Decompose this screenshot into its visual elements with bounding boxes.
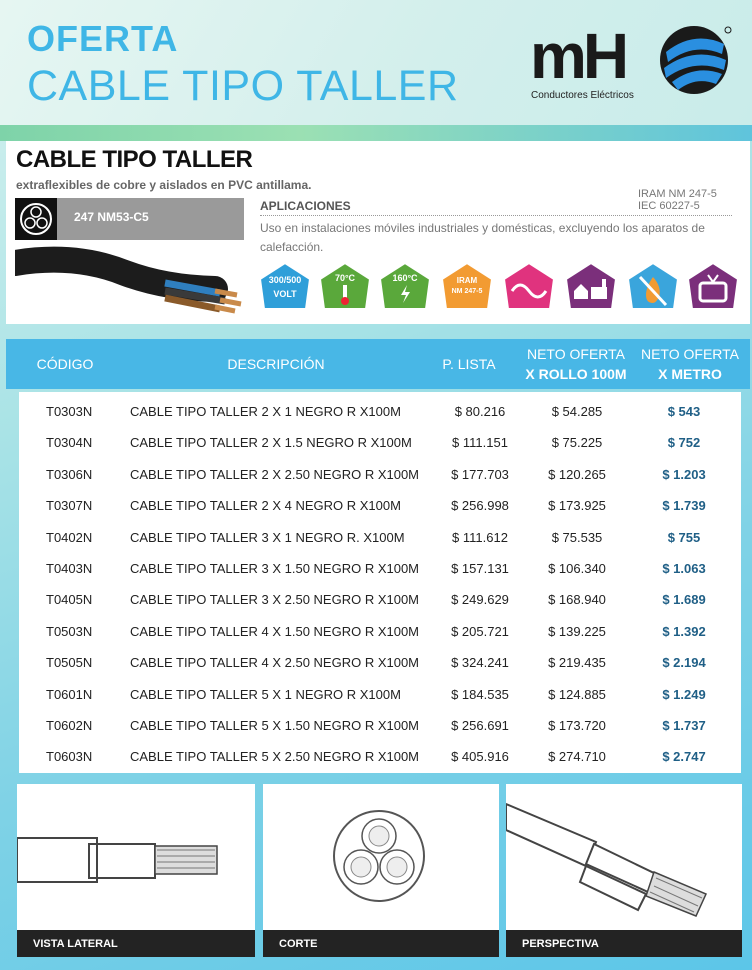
iram-badge: [440, 261, 494, 315]
norm-iec: IEC 60227-5: [638, 200, 700, 212]
row-price-metro: $ 1.063: [662, 561, 706, 576]
row-description: CABLE TIPO TALLER 3 X 1.50 NEGRO R X100M: [130, 561, 420, 576]
product-code-bar: [15, 198, 244, 240]
table-row: [19, 396, 741, 427]
house-factory-icon: [564, 261, 618, 315]
row-code: T0602N: [46, 718, 93, 733]
row-description: CABLE TIPO TALLER 5 X 1.50 NEGRO R X100M: [130, 718, 420, 733]
table-row: [19, 459, 741, 490]
row-description: CABLE TIPO TALLER 4 X 1.50 NEGRO R X100M: [130, 623, 420, 639]
row-price-metro: $ 2.194: [662, 655, 706, 671]
product-description: extraflexibles de cobre y aislados en PVC antillama.: [16, 178, 312, 192]
lateral-view-drawing: [17, 784, 255, 930]
lightning-icon: [378, 261, 432, 315]
row-price-metro: $ 1.689: [662, 592, 706, 608]
row-code: T0304N: [46, 435, 93, 451]
row-price-rollo: $ 173.720: [548, 718, 606, 733]
table-row: [19, 584, 741, 615]
col-description: DESCRIPCIÓN: [227, 356, 325, 372]
badge-line2: NM 247-5: [451, 288, 483, 295]
logo-wordmark: mH: [530, 20, 626, 92]
row-price-metro: $ 2.747: [662, 749, 706, 765]
oferta-title: OFERTA: [27, 18, 179, 59]
product-title: CABLE TIPO TALLER: [16, 146, 253, 173]
row-price-metro: $ 1.739: [662, 498, 706, 514]
perspective-drawing: [506, 784, 742, 930]
row-code: T0603N: [46, 749, 93, 765]
view-label: PERSPECTIVA: [506, 930, 742, 957]
badge-line1: IRAM: [456, 276, 478, 285]
col-rollo-line2: X ROLLO 100M: [525, 366, 627, 382]
tv-icon: [686, 261, 740, 315]
row-description: CABLE TIPO TALLER 2 X 1.5 NEGRO R X100M: [130, 435, 412, 451]
view-lateral: [17, 784, 255, 957]
row-code: T0402N: [46, 529, 93, 545]
row-price-metro: $ 1.392: [662, 623, 706, 639]
col-code: CÓDIGO: [36, 356, 94, 372]
accent-band: [0, 125, 752, 141]
row-price-metro: $ 1.737: [662, 718, 706, 733]
row-code: T0306N: [46, 466, 93, 482]
applications-title: APLICACIONES: [260, 199, 351, 213]
col-lista: P. LISTA: [442, 356, 496, 372]
row-price-rollo: $ 54.285: [551, 404, 603, 419]
globe-logo-icon: [656, 22, 732, 98]
row-description: CABLE TIPO TALLER 3 X 2.50 NEGRO R X100M: [130, 592, 420, 608]
row-price-lista: $ 111.612: [452, 529, 508, 545]
row-description: CABLE TIPO TALLER 5 X 2.50 NEGRO R X100M: [130, 749, 420, 765]
row-price-rollo: $ 139.225: [548, 623, 606, 639]
row-price-lista: $ 256.691: [451, 718, 509, 733]
col-metro-line1: NETO OFERTA: [640, 346, 739, 362]
col-metro-line2: X METRO: [658, 366, 722, 382]
flame-retardant-badge: [626, 261, 680, 315]
row-price-lista: $ 205.721: [451, 623, 509, 639]
badge-line1: 300/500: [268, 275, 302, 285]
cable-photo: [15, 243, 244, 319]
row-description: CABLE TIPO TALLER 5 X 1 NEGRO R X100M: [130, 686, 401, 702]
table-row: [19, 741, 741, 772]
product-code: 247 NM53-C5: [74, 210, 149, 224]
row-price-lista: $ 405.916: [451, 749, 509, 765]
row-price-lista: $ 184.535: [451, 686, 509, 702]
row-price-lista: $ 111.151: [452, 435, 508, 451]
row-price-metro: $ 752: [667, 435, 701, 451]
wave-icon: [502, 261, 556, 315]
table-row: [19, 647, 741, 678]
row-code: T0601N: [46, 686, 93, 702]
row-price-rollo: $ 75.535: [551, 529, 603, 545]
voltage-icon: [258, 261, 312, 315]
view-label: VISTA LATERAL: [17, 930, 255, 957]
use-badge: [564, 261, 618, 315]
table-header: [6, 339, 750, 389]
row-code: T0307N: [46, 498, 93, 514]
header: [0, 0, 752, 125]
row-code: T0405N: [46, 592, 93, 608]
norms: [638, 188, 717, 212]
row-code: T0503N: [46, 623, 93, 639]
row-code: T0505N: [46, 655, 93, 671]
appliance-badge: [686, 261, 740, 315]
page-subtitle: CABLE TIPO TALLER: [27, 62, 459, 110]
row-price-metro: $ 755: [667, 529, 701, 545]
product-card: [6, 141, 750, 324]
divider: [260, 215, 732, 216]
table-row: [19, 679, 741, 710]
cable-section-icon: [15, 198, 57, 240]
row-price-rollo: $ 168.940: [548, 592, 606, 608]
row-description: CABLE TIPO TALLER 3 X 1 NEGRO R. X100M: [130, 529, 405, 545]
applications-text: Uso en instalaciones móviles industriales y domésticas, excluyendo los aparatos de calefacción.: [260, 221, 705, 254]
row-price-rollo: $ 219.435: [548, 655, 606, 671]
row-price-lista: $ 80.216: [454, 404, 506, 419]
voltage-badge: [258, 261, 312, 315]
row-price-lista: $ 324.241: [451, 655, 509, 671]
table-row: [19, 553, 741, 584]
row-description: CABLE TIPO TALLER 2 X 2.50 NEGRO R X100M: [130, 466, 420, 482]
row-description: CABLE TIPO TALLER 4 X 2.50 NEGRO R X100M: [130, 655, 420, 671]
cross-section-drawing: [263, 784, 499, 930]
row-price-rollo: $ 106.340: [548, 561, 606, 576]
feature-badges: [258, 261, 738, 317]
logo-tagline: Conductores Eléctricos: [531, 90, 634, 101]
row-price-rollo: $ 75.225: [551, 435, 603, 451]
cable-views: [0, 784, 752, 962]
row-description: CABLE TIPO TALLER 2 X 1 NEGRO R X100M: [130, 404, 401, 419]
thermometer-icon: [318, 261, 372, 315]
row-price-metro: $ 1.249: [662, 686, 706, 702]
view-perspectiva: [506, 784, 742, 957]
flexible-badge: [502, 261, 556, 315]
row-price-lista: $ 157.131: [451, 561, 509, 576]
brand-logo: [528, 20, 738, 105]
price-table: [19, 392, 741, 773]
col-rollo-line1: NETO OFERTA: [526, 346, 625, 362]
row-price-lista: $ 249.629: [451, 592, 509, 608]
temp-70-badge: [318, 261, 372, 315]
row-price-rollo: $ 124.885: [548, 686, 606, 702]
row-price-metro: $ 1.203: [662, 466, 706, 482]
row-price-rollo: $ 274.710: [548, 749, 606, 765]
table-row: [19, 616, 741, 647]
row-code: T0303N: [46, 404, 93, 419]
row-description: CABLE TIPO TALLER 2 X 4 NEGRO R X100M: [130, 498, 401, 514]
no-flame-icon: [626, 261, 680, 315]
row-price-lista: $ 256.998: [451, 498, 509, 514]
view-corte: [263, 784, 499, 957]
view-label: CORTE: [263, 930, 499, 957]
table-row: [19, 427, 741, 458]
temp-160-badge: [378, 261, 432, 315]
table-row: [19, 710, 741, 741]
badge-line2: VOLT: [273, 289, 297, 299]
row-price-lista: $ 177.703: [451, 466, 509, 482]
row-price-metro: $ 543: [667, 404, 701, 419]
row-price-rollo: $ 173.925: [548, 498, 606, 514]
row-price-rollo: $ 120.265: [548, 466, 606, 482]
table-row: [19, 522, 741, 553]
table-row: [19, 490, 741, 521]
badge-line1: 160°C: [392, 273, 418, 283]
norm-iram: IRAM NM 247-5: [638, 188, 717, 200]
badge-line1: 70°C: [334, 273, 356, 283]
row-code: T0403N: [46, 561, 93, 576]
